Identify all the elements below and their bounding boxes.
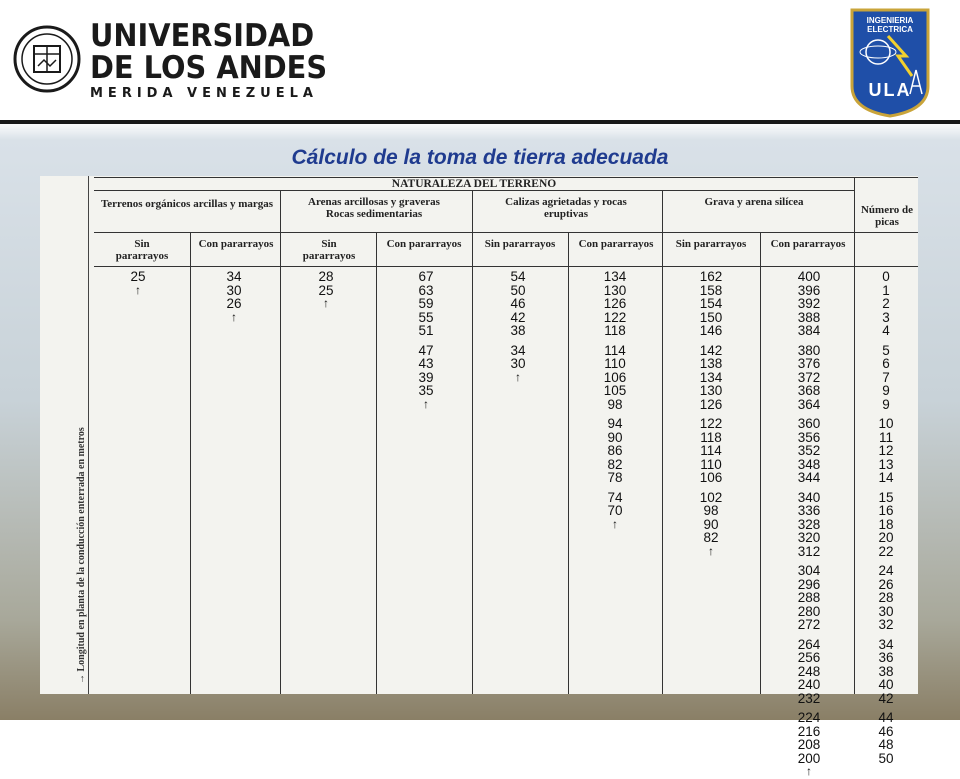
cell: 39	[418, 369, 434, 385]
arrow-up-icon: ↑	[806, 764, 812, 778]
cell: 114	[700, 443, 722, 458]
cell: 67	[418, 269, 434, 284]
cell: 26	[878, 576, 894, 592]
cell: 380	[797, 342, 821, 358]
cell: 296	[797, 576, 821, 592]
arrow-up-icon: ↑	[515, 369, 521, 384]
cell: 368	[797, 383, 821, 398]
col-divider-4	[472, 190, 473, 694]
col-organic-con	[210, 270, 258, 324]
cell: 38	[878, 663, 894, 679]
cell: 304	[797, 563, 821, 578]
cell: 130	[603, 282, 627, 298]
cell: 328	[797, 516, 821, 532]
cell: 70	[607, 503, 623, 518]
cell: 15	[878, 489, 894, 505]
cell: 138	[699, 356, 723, 371]
subheader-con-4: Con pararrayos	[770, 238, 846, 250]
subheader-sin-4: Sin pararrayos	[675, 238, 747, 250]
cell: 22	[878, 543, 894, 559]
cell: 134	[699, 369, 723, 385]
col-gravel-sin	[684, 270, 738, 558]
university-line-1: UNIVERSIDAD	[90, 18, 315, 54]
cell: 280	[797, 603, 821, 619]
subheader-rule	[94, 266, 918, 267]
cell: 208	[797, 737, 821, 752]
picas-header: Número de picas	[860, 204, 914, 228]
cell: 134	[603, 269, 627, 284]
cell: 46	[510, 296, 526, 311]
cell: 200	[797, 750, 821, 766]
cell: 47	[418, 342, 434, 358]
cell: 248	[797, 663, 821, 679]
cell: 90	[607, 429, 623, 445]
cell: 312	[797, 543, 821, 559]
university-line-2: DE LOS ANDES	[90, 50, 328, 86]
cell: 126	[603, 296, 627, 311]
subheader-sin-2: Sin pararrayos	[302, 238, 356, 262]
cell: 264	[797, 636, 821, 652]
cell: 122	[699, 416, 723, 431]
cell: 130	[699, 383, 723, 398]
side-label-text: → Longitud en planta de la conducción enterrada en metros	[76, 427, 87, 684]
col-picas	[866, 270, 906, 765]
cell: 4	[882, 323, 890, 338]
cell: 154	[699, 296, 723, 311]
cell: 106	[603, 369, 627, 385]
cell: 1	[882, 282, 890, 298]
cell: 11	[878, 429, 893, 445]
group-header-organic: Terrenos orgánicos arcillas y margas	[100, 198, 274, 210]
cell: 32	[878, 617, 894, 632]
cell: 14	[878, 470, 894, 485]
cell: 25	[318, 282, 334, 298]
col-divider-1	[190, 232, 191, 694]
cell: 28	[878, 590, 894, 605]
col-sandy-sin	[302, 270, 350, 311]
cell: 110	[604, 356, 626, 371]
arrow-up-icon: ↑	[708, 543, 714, 558]
cell: 118	[700, 429, 722, 445]
cell: 162	[699, 269, 723, 284]
slide-title: Cálculo de la toma de tierra adecuada	[291, 146, 669, 169]
cell: 146	[699, 323, 723, 338]
cell: 364	[797, 396, 821, 412]
subheader-sin-3: Sin pararrayos	[484, 238, 556, 250]
cell: 356	[797, 429, 821, 445]
cell: 388	[797, 309, 821, 325]
cell: 376	[797, 356, 821, 371]
cell: 118	[604, 323, 626, 338]
cell: 82	[703, 530, 719, 545]
cell: 30	[878, 603, 894, 619]
arrow-up-icon: ↑	[135, 282, 141, 297]
cell: 3	[882, 309, 890, 325]
cell: 90	[703, 516, 719, 532]
cell: 38	[510, 323, 526, 338]
cell: 392	[797, 296, 821, 311]
cell: 7	[882, 369, 890, 385]
cell: 36	[878, 650, 894, 665]
cell: 86	[607, 443, 623, 458]
university-seal-icon	[12, 24, 82, 94]
cell: 105	[603, 383, 627, 398]
cell: 360	[797, 416, 821, 431]
cell: 25	[130, 269, 146, 284]
cell: 400	[797, 269, 821, 284]
col-sandy-con	[402, 270, 450, 411]
cell: 240	[797, 677, 821, 692]
cell: 396	[797, 282, 821, 298]
cell: 352	[797, 443, 821, 458]
col-limestone-sin	[494, 270, 542, 384]
col-divider-5	[568, 232, 569, 694]
main-header: NATURALEZA DEL TERRENO	[391, 178, 557, 190]
cell: 12	[878, 443, 894, 458]
cell: 122	[603, 309, 627, 325]
cell: 50	[878, 750, 894, 766]
cell: 384	[797, 323, 821, 338]
side-divider	[88, 176, 89, 694]
ula-badge-text: ULA	[868, 80, 912, 100]
group-header-sandy: Arenas arcillosas y graveras Rocas sedimentarias	[308, 196, 440, 220]
university-line-3: MERIDA VENEZUELA	[90, 86, 318, 101]
cell: 42	[510, 309, 526, 325]
subheader-con-3: Con pararrayos	[578, 238, 654, 250]
cell: 344	[797, 470, 821, 485]
cell: 24	[878, 563, 894, 578]
col-divider-7	[760, 232, 761, 694]
cell: 0	[882, 269, 890, 284]
cell: 34	[510, 342, 526, 358]
cell: 34	[878, 636, 894, 652]
cell: 34	[226, 269, 242, 284]
col-divider-8	[854, 177, 855, 694]
col-organic-sin	[114, 270, 162, 297]
cell: 54	[510, 269, 526, 284]
cell: 216	[797, 723, 821, 739]
col-divider-2	[280, 190, 281, 694]
cell: 5	[882, 342, 890, 358]
cell: 106	[699, 470, 723, 485]
cell: 44	[878, 710, 894, 725]
cell: 9	[882, 383, 890, 398]
cell: 78	[607, 470, 623, 485]
group-header-rule	[94, 232, 918, 233]
group-header-gravel: Grava y arena silícea	[704, 196, 804, 208]
cell: 320	[797, 530, 821, 545]
cell: 2	[882, 296, 890, 311]
cell: 372	[797, 369, 821, 385]
cell: 35	[418, 383, 434, 398]
arrow-up-icon: ↑	[423, 396, 429, 411]
cell: 18	[878, 516, 894, 532]
col-gravel-con	[782, 270, 836, 779]
group-header-limestone: Calizas agrietadas y rocas eruptivas	[505, 196, 627, 220]
cell: 98	[607, 396, 623, 412]
cell: 232	[797, 690, 821, 706]
cell: 94	[607, 416, 623, 431]
cell: 50	[510, 282, 526, 298]
cell: 340	[797, 489, 821, 505]
cell: 142	[699, 342, 723, 358]
cell: 43	[418, 356, 434, 371]
cell: 63	[418, 282, 434, 298]
cell: 102	[699, 489, 723, 505]
cell: 348	[797, 456, 821, 472]
ground-table	[94, 176, 918, 778]
cell: 28	[318, 269, 334, 284]
cell: 82	[607, 456, 623, 472]
cell: 13	[878, 456, 894, 472]
cell: 16	[878, 503, 894, 518]
cell: 288	[797, 590, 821, 605]
cell: 224	[797, 710, 821, 725]
arrow-up-icon: ↑	[323, 296, 329, 310]
cell: 336	[797, 503, 821, 518]
cell: 9	[882, 396, 890, 412]
cell: 74	[607, 489, 623, 505]
cell: 42	[878, 690, 894, 706]
ula-engineering-logo	[848, 6, 932, 118]
col-divider-3	[376, 232, 377, 694]
cell: 55	[418, 309, 434, 325]
cell: 59	[418, 296, 434, 311]
cell: 40	[878, 677, 894, 692]
cell: 126	[699, 396, 723, 412]
cell: 20	[878, 530, 894, 545]
cell: 114	[604, 342, 626, 358]
cell: 46	[878, 723, 894, 739]
col-divider-6	[662, 190, 663, 694]
subheader-con-1: Con pararrayos	[198, 238, 274, 250]
cell: 26	[226, 296, 242, 311]
subheader-sin-1: Sin pararrayos	[115, 238, 169, 262]
cell: 256	[797, 650, 821, 665]
arrow-up-icon: ↑	[231, 309, 237, 324]
subheader-con-2: Con pararrayos	[386, 238, 462, 250]
cell: 48	[878, 737, 894, 752]
scanned-table-document	[40, 176, 918, 778]
cell: 272	[797, 617, 821, 632]
cell: 6	[882, 356, 890, 371]
cell: 110	[700, 456, 722, 472]
cell: 30	[226, 282, 242, 298]
cell: 98	[703, 503, 719, 518]
cell: 158	[699, 282, 723, 298]
slide-header	[0, 0, 960, 124]
cell: 150	[699, 309, 723, 325]
cell: 10	[878, 416, 894, 431]
main-header-rule	[94, 190, 854, 191]
ula-badge-top-text: INGENIERIA ELECTRICA	[866, 16, 914, 34]
university-name	[90, 20, 345, 101]
col-limestone-con	[588, 270, 642, 531]
cell: 30	[510, 356, 526, 371]
university-logo	[12, 18, 328, 102]
arrow-up-icon: ↑	[612, 516, 618, 531]
cell: 51	[418, 323, 434, 338]
